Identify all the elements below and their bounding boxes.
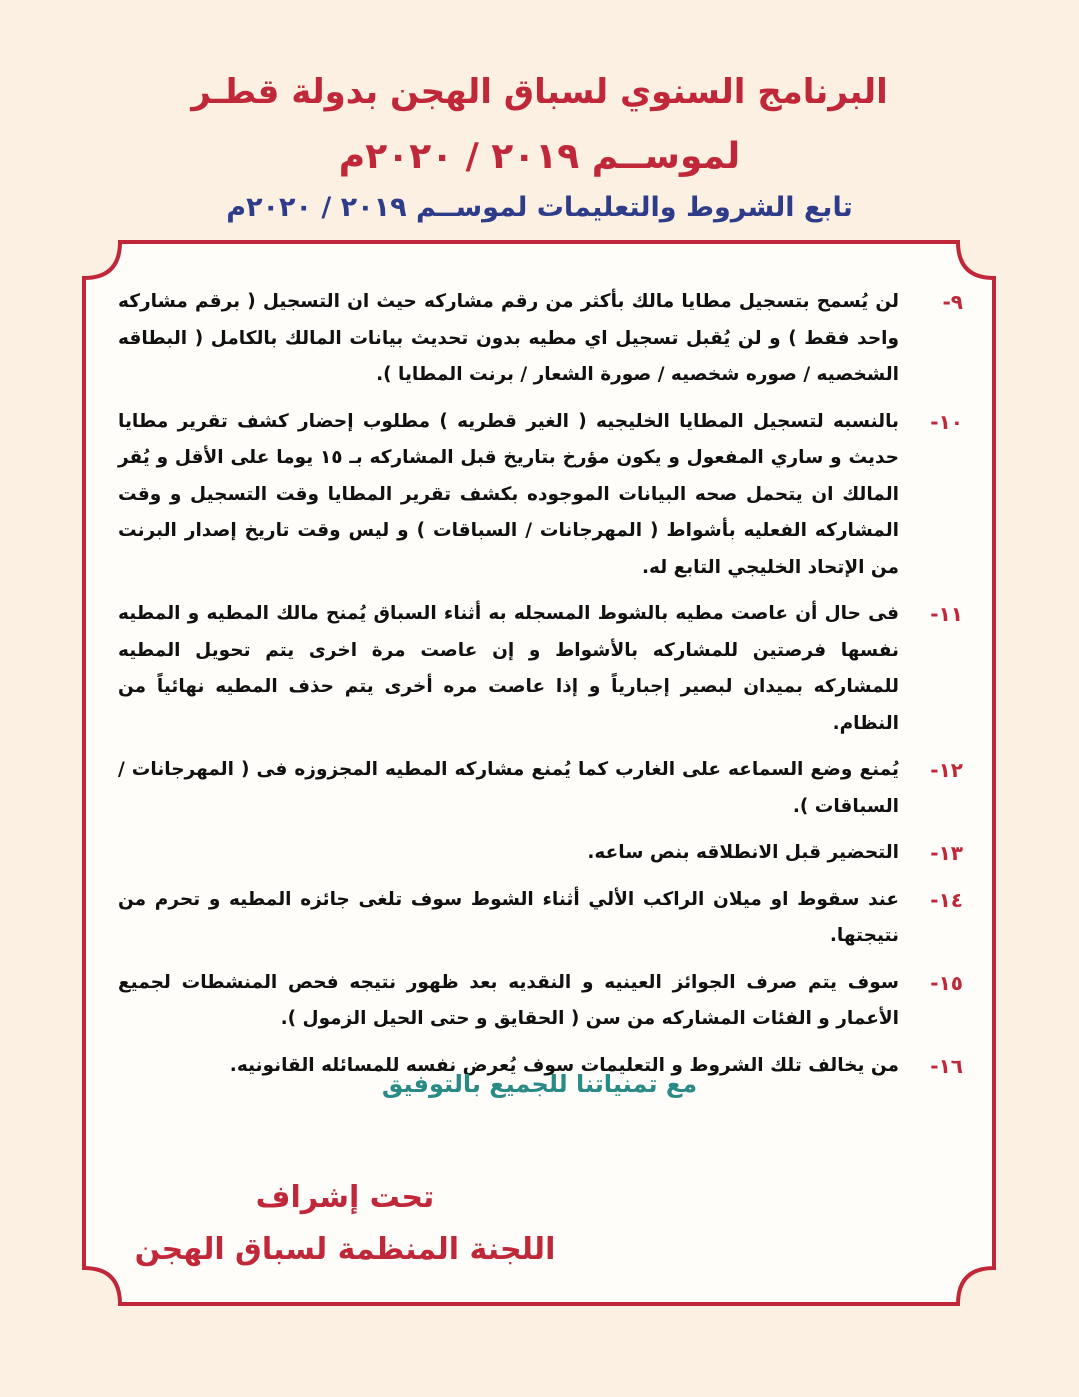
rule-number: ١٢-	[930, 758, 963, 782]
rule-item	[118, 752, 963, 825]
rules-list	[118, 284, 963, 1094]
rule-item	[118, 596, 963, 742]
supervision-label: تحت إشراف	[255, 1180, 435, 1215]
rule-text: لن يُسمح بتسجيل مطايا مالك بأكثر من رقم مشاركه حيث ان التسجيل ( برقم مشاركه واحد فقط ) و لن يُقبل تسجيل اي مطيه بدون تحديث بيانات المالك بالكامل ( البطاقه الشخصيه / صوره شخصيه / صورة الشعار / برنت المطايا ).	[118, 291, 899, 385]
rule-item	[118, 284, 963, 394]
closing-wishes: مع تمنياتنا للجميع بالتوفيق	[381, 1070, 698, 1098]
rule-text: سوف يتم صرف الجوائز العينيه و النقديه بعد ظهور نتيجه فحص المنشطات لجميع الأعمار و الفئات المشاركه من سن ( الحقايق و حتى الحيل الزمول ).	[118, 971, 899, 1029]
rule-text: بالنسبه لتسجيل المطايا الخليجيه ( الغير قطريه ) مطلوب إحضار كشف تقرير مطايا حديث و ساري المفعول و يكون مؤرخ بتاريخ قبل المشاركه بـ ١٥ يوما على الأقل و يُقر المالك ان يتحمل صحه البيانات الموجوده بكشف تقرير المطايا وقت التسجيل و وقت المشاركه الفعليه بأشواط ( المهرجانات / السباقات ) و ليس وقت تاريخ إصدار البرنت من الإتحاد الخليجي التابع له.	[118, 410, 900, 578]
rule-number: ١٣-	[930, 841, 963, 865]
rule-text: عند سقوط او ميلان الراكب الألي أثناء الشوط سوف تلغى جائزه المطيه و تحرم من نتيجتها.	[118, 888, 899, 946]
rule-text: من يخالف تلك الشروط و التعليمات سوف يُعرض نفسه للمسائله القانونيه.	[229, 1054, 899, 1076]
rule-text: التحضير قبل الانطلاقه بنص ساعه.	[587, 842, 899, 863]
rule-item	[118, 882, 963, 955]
rule-item	[118, 965, 963, 1038]
rule-item	[118, 835, 963, 872]
rule-text: يُمنع وضع السماعه على الغارب كما يُمنع مشاركه المطيه المجزوزه فى ( المهرجانات / السباقات ).	[118, 759, 899, 817]
rule-number: ١١-	[930, 602, 963, 626]
rule-text: فى حال أن عاصت مطيه بالشوط المسجله به أثناء السباق يُمنح مالك المطيه و المطيه نفسها فرصتين للمشاركه بالأشواط و إن عاصت مرة اخرى يتم تحويل المطيه للمشاركه بميدان لبصير إجبارياً و إذا عاصت مره أخرى يتم حذف المطيه نهائياً من النظام.	[118, 603, 899, 734]
rule-item	[118, 404, 963, 587]
rule-number: ١٤-	[930, 887, 963, 912]
organizing-committee: اللجنة المنظمة لسباق الهجن	[134, 1232, 556, 1267]
page-subtitle: تابع الشروط والتعليمات لموســم ٢٠١٩ / ٢٠٢٠م	[226, 192, 853, 223]
season-title: لموســم ٢٠١٩ / ٢٠٢٠م	[338, 136, 741, 177]
rule-number: ١٠-	[930, 409, 963, 434]
supervision-block	[130, 1172, 560, 1276]
rule-number: ٩-	[942, 290, 963, 314]
page-title: البرنامج السنوي لسباق الهجن بدولة قطـر	[191, 72, 888, 112]
rule-number: ١٦-	[930, 1053, 963, 1078]
rule-number: ١٥-	[930, 970, 963, 995]
